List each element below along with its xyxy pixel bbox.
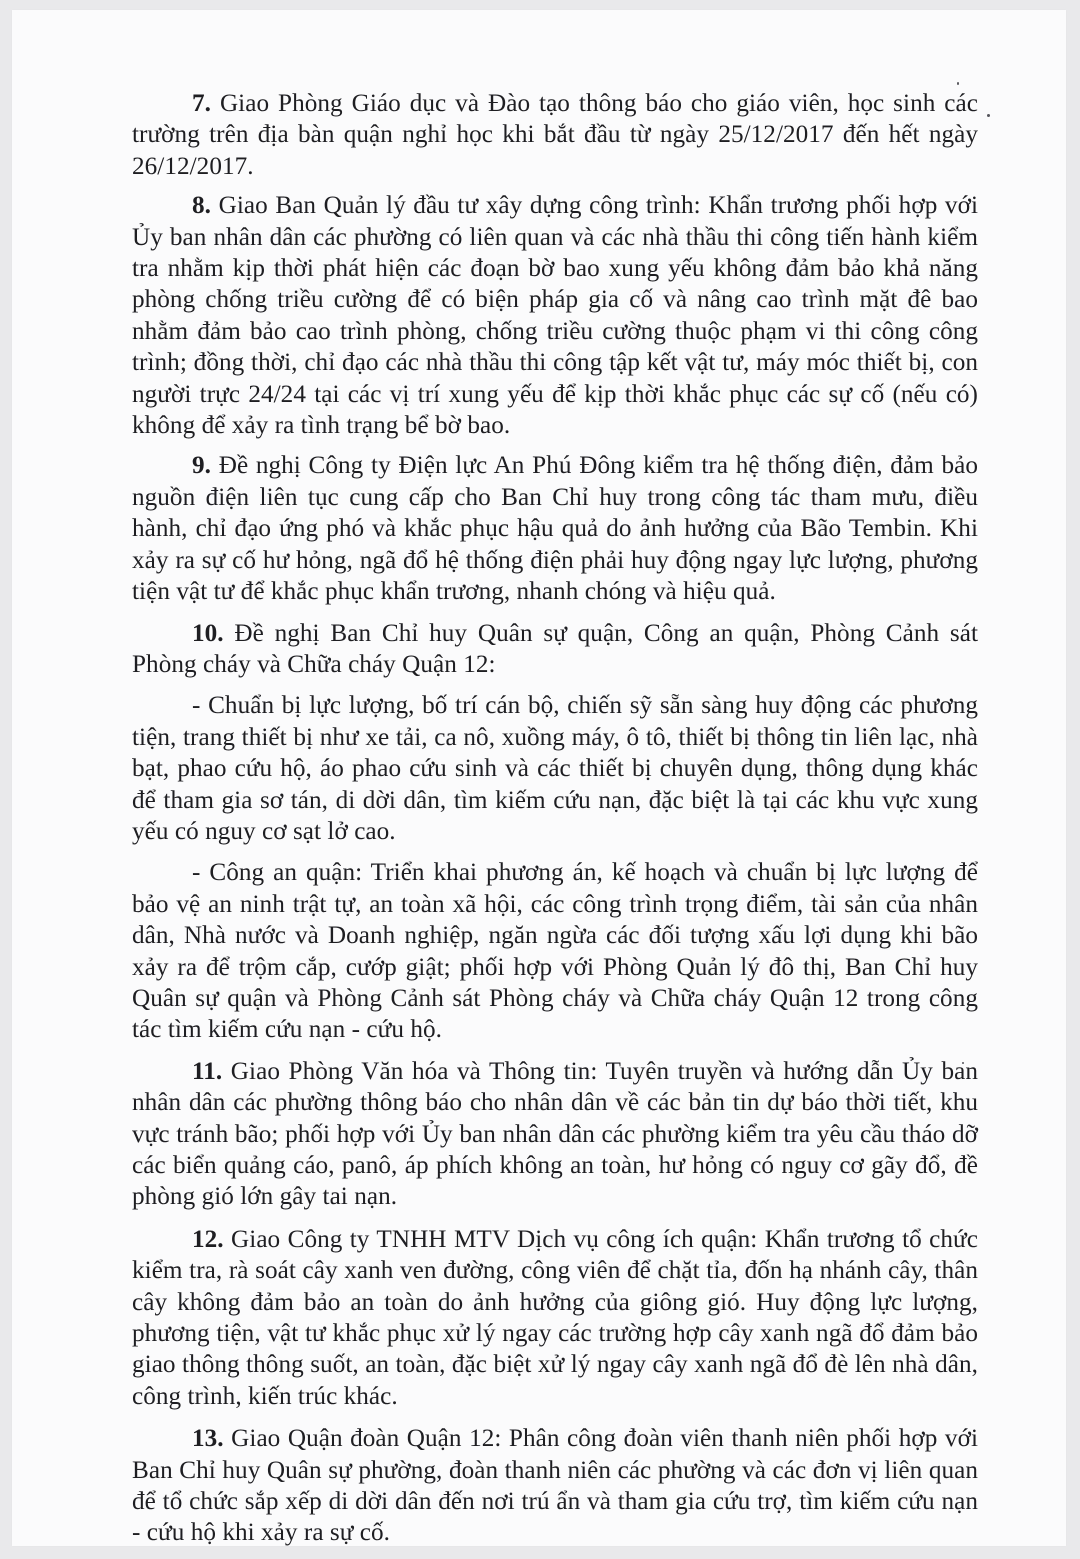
paragraph-text: - Chuẩn bị lực lượng, bố trí cán bộ, chiến sỹ sẵn sàng huy động các phương tiện, trang thiết bị như xe tải, ca nô, xuồng máy, ô tô, thiết bị thông tin liên lạc, nhà bạt, phao cứu hộ, áo phao cứu sinh và các thiết bị chuyên dụng, thông dụng khác để tham gia sơ tán, di dời dân, tìm kiếm cứu nạn, đặc biệt là tại các khu vực xung yếu có nguy cơ sạt lở cao. bbox=[132, 692, 978, 845]
paragraph-number: 10. bbox=[192, 619, 224, 647]
paragraph-10-bullet-2 bbox=[132, 857, 978, 1045]
paragraph-text: - Công an quận: Triển khai phương án, kế hoạch và chuẩn bị lực lượng để bảo vệ an ninh trật tự, an toàn xã hội, các công trình trọng điểm, tài sản của nhân dân, Nhà nước và Doanh nghiệp, ngăn ngừa các đối tượng xấu lợi dụng khi bão xảy ra để trộm cắp, cướp giật; phối hợp với Phòng Quản lý đô thị, Ban Chỉ huy Quân sự quận và Phòng Cảnh sát Phòng cháy và Chữa cháy Quận 12 trong công tác tìm kiếm cứu nạn - cứu hộ. bbox=[132, 859, 978, 1044]
paragraph-9 bbox=[132, 450, 978, 607]
scan-speck bbox=[957, 82, 959, 85]
paragraph-text: Giao Phòng Văn hóa và Thông tin: Tuyên truyền và hướng dẫn Ủy ban nhân dân các phường thông báo cho nhân dân về các bản tin dự báo thời tiết, khu vực tránh bão; phối hợp với Ủy ban nhân dân các phường kiểm tra yêu cầu tháo dỡ các biển quảng cáo, panô, áp phích không an toàn, hư hỏng có nguy cơ gãy đổ, đề phòng gió lớn gây tai nạn. bbox=[132, 1057, 978, 1211]
paragraph-text: Đề nghị Công ty Điện lực An Phú Đông kiểm tra hệ thống điện, đảm bảo nguồn điện liên tục cung cấp cho Ban Chỉ huy trong công tác tham mưu, điều hành, chỉ đạo ứng phó và khắc phục hậu quả do ảnh hưởng của Bão Tembin. Khi xảy ra sự cố hư hỏng, ngã đổ hệ thống điện phải huy động ngay lực lượng, phương tiện vật tư để khắc phục khẩn trương, nhanh chóng và hiệu quả. bbox=[132, 452, 978, 606]
paragraph-text: Giao Quận đoàn Quận 12: Phân công đoàn viên thanh niên phối hợp với Ban Chỉ huy Quân sự phường, đoàn thanh niên các phường và các đơn vị liên quan để tổ chức sắp xếp di dời dân đến nơi trú ẩn và tham gia cứu trợ, tìm kiếm cứu nạn - cứu hộ khi xảy ra sự cố. bbox=[132, 1425, 978, 1547]
paragraph-number: 8. bbox=[192, 192, 211, 220]
scan-speck bbox=[987, 114, 990, 117]
paragraph-7 bbox=[132, 88, 978, 182]
paragraph-number: 7. bbox=[192, 90, 211, 117]
document-body bbox=[132, 88, 978, 1559]
paragraph-number: 12. bbox=[192, 1225, 224, 1253]
paragraph-number: 11. bbox=[192, 1057, 223, 1085]
paragraph-10-bullet-1 bbox=[132, 690, 978, 847]
paragraph-11 bbox=[132, 1056, 978, 1213]
paragraph-12 bbox=[132, 1224, 978, 1412]
paragraph-text: Giao Phòng Giáo dục và Đào tạo thông báo cho giáo viên, học sinh các trường trên địa bàn quận nghỉ học khi bắt đầu từ ngày 25/12/2017 đến hết ngày 26/12/2017. bbox=[132, 90, 978, 180]
paragraph-10 bbox=[132, 618, 978, 681]
paragraph-13 bbox=[132, 1423, 978, 1549]
paragraph-number: 9. bbox=[192, 452, 211, 480]
paragraph-text: Giao Ban Quản lý đầu tư xây dựng công trình: Khẩn trương phối hợp với Ủy ban nhân dân các phường có liên quan và các nhà thầu thi công tiến hành kiểm tra nhằm kịp thời phát hiện các đoạn bờ bao xung yếu không đảm bảo khả năng phòng chống triều cường để có biện pháp gia cố và nâng cao trình mặt đê bao nhằm đảm bảo cao trình phòng, chống triều cường thuộc phạm vi thi công công trình; đồng thời, chỉ đạo các nhà thầu thi công tập kết vật tư, máy móc thiết bị, con người trực 24/24 tại các vị trí xung yếu để kịp thời khắc phục các sự cố (nếu có) không để xảy ra tình trạng bể bờ bao. bbox=[132, 192, 978, 440]
paragraph-8 bbox=[132, 190, 978, 441]
paragraph-text: Đề nghị Ban Chỉ huy Quân sự quận, Công an quận, Phòng Cảnh sát Phòng cháy và Chữa cháy Quận 12: bbox=[132, 619, 978, 678]
paragraph-text: Giao Công ty TNHH MTV Dịch vụ công ích quận: Khẩn trương tổ chức kiểm tra, rà soát cây xanh ven đường, công viên để chặt tỉa, đốn hạ nhánh cây, thân cây không đảm bảo an toàn do ảnh hưởng của giông gió. Huy động lực lượng, phương tiện, vật tư khắc phục xử lý ngay các trường hợp cây xanh ngã đổ đảm bảo giao thông thông suốt, an toàn, đặc biệt xử lý ngay cây xanh ngã đổ đè lên nhà dân, công trình, kiến trúc khác. bbox=[132, 1225, 978, 1410]
paragraph-number: 13. bbox=[192, 1425, 224, 1453]
